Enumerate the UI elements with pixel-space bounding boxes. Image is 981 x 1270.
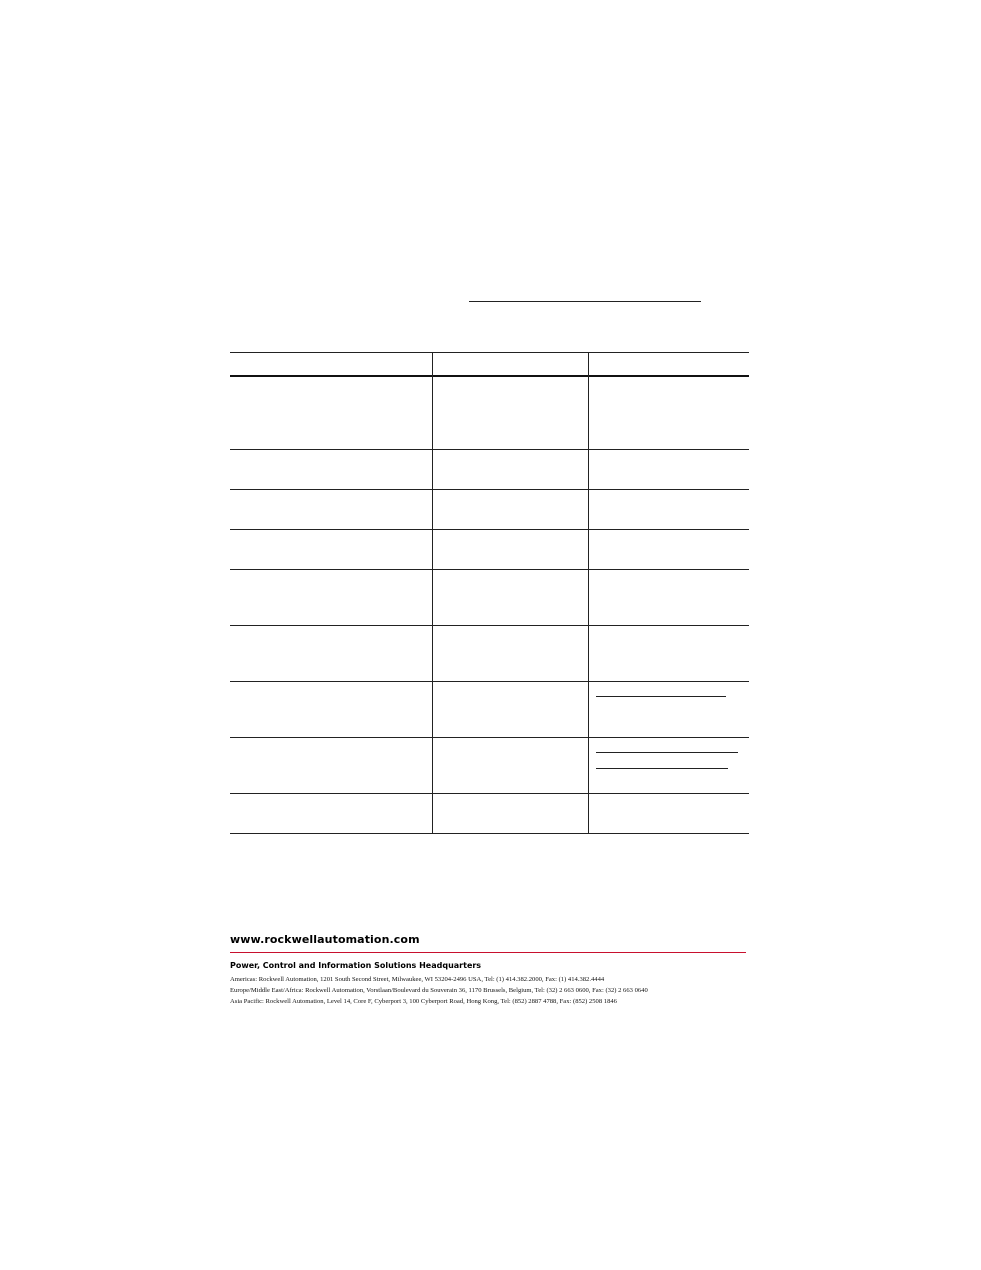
cell-underline (596, 768, 728, 769)
table-header-bottom-rule (230, 375, 749, 377)
table-header-rule (230, 352, 749, 353)
table-row-divider (230, 681, 749, 682)
footer-address-americas: Americas: Rockwell Automation, 1201 South Second Street, Milwaukee, WI 53204-2496 USA, Tel: (1) 414.382.2000, Fax: (1) 414.382.4444 (230, 976, 605, 983)
table-bottom-rule (230, 833, 749, 834)
table-column-divider (588, 352, 589, 834)
table-row-divider (230, 625, 749, 626)
table-row-divider (230, 569, 749, 570)
table-row-divider (230, 489, 749, 490)
footer-headquarters-title: Power, Control and Information Solutions Headquarters (230, 961, 482, 970)
cell-underline (596, 696, 726, 697)
footer-rule (230, 952, 746, 953)
table-row-divider (230, 449, 749, 450)
table-row-divider (230, 737, 749, 738)
table-column-divider (432, 352, 433, 834)
title-underline (469, 301, 701, 302)
blank-table (230, 352, 749, 834)
footer-address-emea: Europe/Middle East/Africa: Rockwell Automation, Vorstlaan/Boulevard du Souverain 36, 1170 Brussels, Belgium, Tel: (32) 2 663 0600, Fax: (32) 2 663 0640 (230, 987, 648, 994)
table-row-divider (230, 529, 749, 530)
footer-address-asia-pacific: Asia Pacific: Rockwell Automation, Level 14, Core F, Cyberport 3, 100 Cyberport Road, Hong Kong, Tel: (852) 2887 4788, Fax: (852) 2508 1846 (230, 998, 617, 1005)
table-row-divider (230, 793, 749, 794)
cell-underline (596, 752, 738, 753)
footer-url: www.rockwellautomation.com (230, 933, 420, 946)
